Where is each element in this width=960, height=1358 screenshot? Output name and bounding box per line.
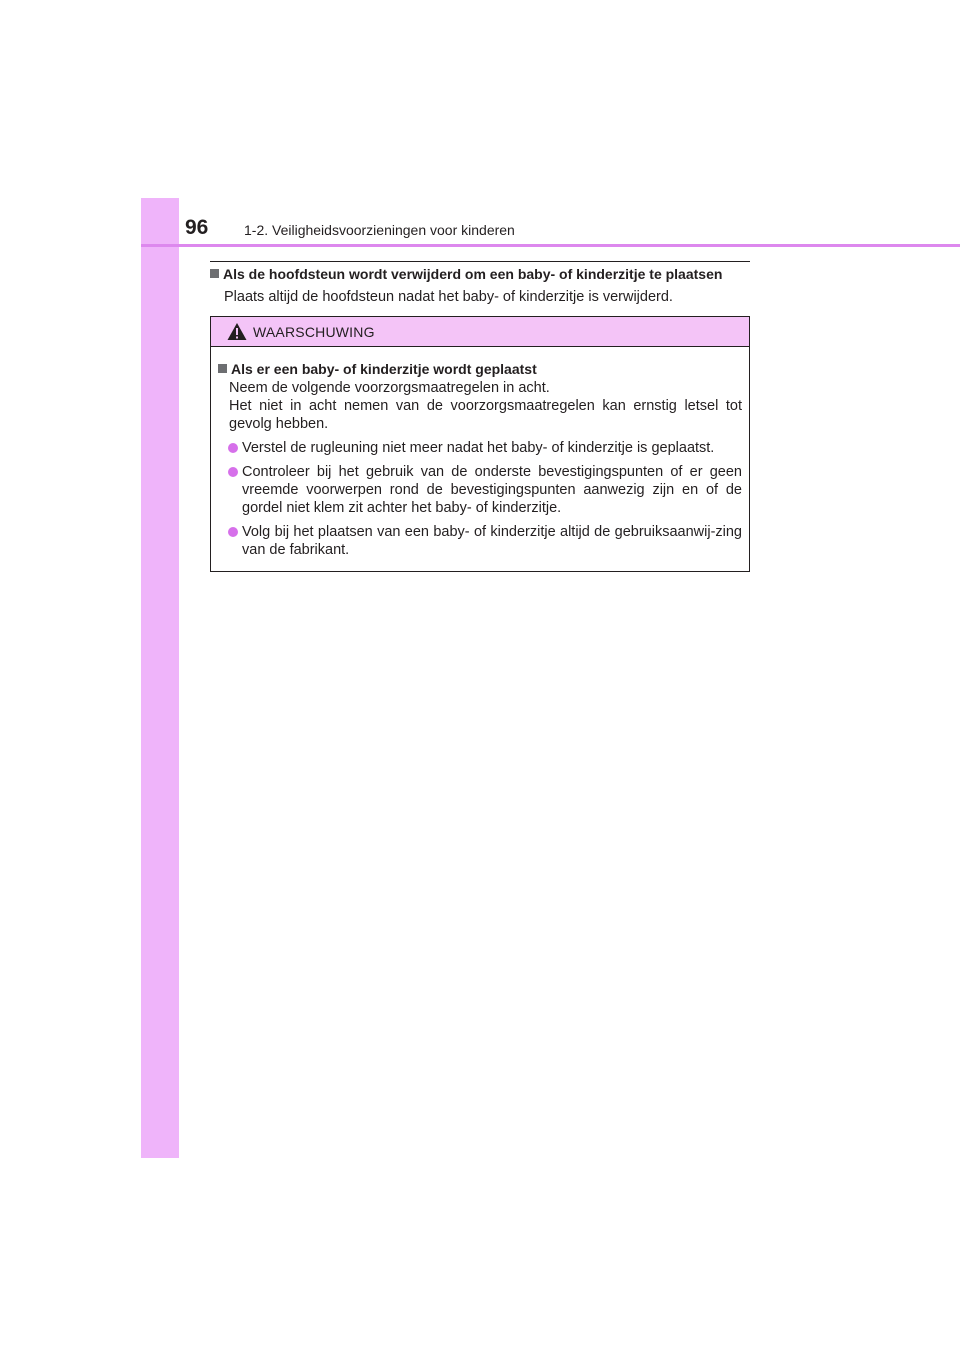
bullet-dot-icon	[228, 443, 238, 453]
square-bullet-icon	[218, 364, 227, 373]
warning-bullet-text: Volg bij het plaatsen van een baby- of kinderzitje altijd de gebruiksaanwij-zing van de fabrikant.	[242, 524, 742, 558]
warning-box	[210, 316, 750, 572]
warning-subtitle-text: Als er een baby- of kinderzitje wordt geplaatst	[231, 361, 537, 377]
bullet-dot-icon	[228, 527, 238, 537]
warning-body	[211, 347, 749, 559]
warning-bullet-text: Controleer bij het gebruik van de onderste bevestigingspunten of er geen vreemde voorwerpen rond de bevestigingspunten aanwezig zijn en of de gordel niet klem zit achter het baby- of kinderzitje.	[242, 464, 742, 516]
page-number: 96	[185, 216, 209, 239]
section-title: 1-2. Veiligheidsvoorzieningen voor kinderen	[244, 222, 515, 238]
warning-bullet-text: Verstel de rugleuning niet meer nadat het baby- of kinderzitje is geplaatst.	[242, 440, 715, 456]
warning-intro	[229, 379, 742, 433]
warning-triangle-icon	[227, 322, 247, 341]
note-title	[210, 266, 755, 282]
note-title-text: Als de hoofdsteun wordt verwijderd om een baby- of kinderzitje te plaatsen	[223, 266, 723, 282]
warning-intro-line: Het niet in acht nemen van de voorzorgsmaatregelen kan ernstig letsel tot gevolg hebben.	[229, 398, 742, 432]
side-tab-strip	[141, 198, 179, 1158]
bullet-dot-icon	[228, 467, 238, 477]
warning-bullet-item	[218, 523, 742, 559]
square-bullet-icon	[210, 269, 219, 278]
header-rule	[141, 244, 960, 247]
warning-bullet-item	[218, 439, 742, 457]
header-strip	[141, 198, 179, 246]
page-header	[141, 198, 818, 246]
warning-header	[211, 317, 749, 347]
section-divider	[210, 261, 750, 262]
warning-subtitle	[218, 360, 742, 378]
warning-bullet-item	[218, 463, 742, 517]
note-text: Plaats altijd de hoofdsteun nadat het baby- of kinderzitje is verwijderd.	[224, 289, 673, 305]
warning-intro-line: Neem de volgende voorzorgsmaatregelen in acht.	[229, 380, 550, 396]
warning-label: WAARSCHUWING	[253, 324, 375, 340]
